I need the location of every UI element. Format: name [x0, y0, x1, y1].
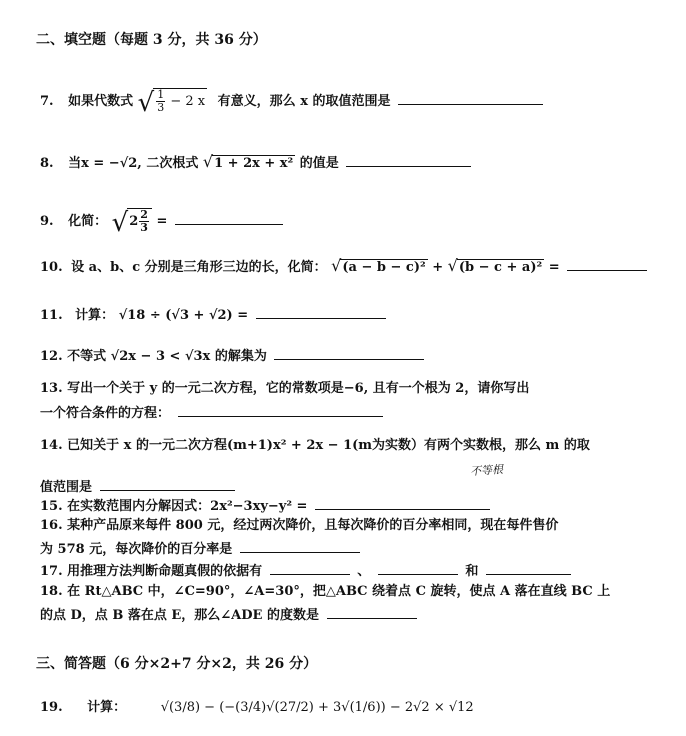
section-2-heading: 二、填空题（每题 3 分，共 36 分） [36, 32, 267, 48]
question-10: 10. 设 a、b、c 分别是三角形三边的长，化简： √(a − b − c)² + √(b − c + a)² = [40, 258, 650, 276]
question-14-line-2: 值范围是 [40, 478, 238, 496]
answer-blank[interactable] [100, 478, 235, 491]
answer-blank[interactable] [327, 606, 417, 619]
question-14-line-1: 14. 已知关于 x 的一元二次方程(m+1)x² + 2x − 1(m为实数）有两个实数根，那么 m 的取 [40, 438, 590, 453]
question-number: 14. [40, 438, 63, 453]
question-18-line-2: 的点 D，点 B 落在点 E，那么∠ADE 的度数是 [40, 606, 420, 624]
question-number: 13. [40, 381, 63, 396]
question-16-line-1: 16. 某种产品原来每件 800 元，经过两次降价，且每次降价的百分率相同，现在每件售价 [40, 518, 559, 533]
question-15: 15. 在实数范围内分解因式：2x²−3xy−y² = [40, 497, 493, 515]
question-number: 16. [40, 518, 63, 533]
question-number: 19. [40, 700, 63, 715]
answer-blank[interactable] [486, 562, 571, 575]
question-number: 9. [40, 214, 54, 229]
answer-blank[interactable] [256, 306, 386, 319]
question-16-line-2: 为 578 元，每次降价的百分率是 [40, 540, 363, 558]
answer-blank[interactable] [346, 154, 471, 167]
question-13-line-2: 一个符合条件的方程： [40, 404, 386, 422]
section-3-heading: 三、简答题（6 分×2+7 分×2，共 26 分） [36, 656, 318, 672]
question-number: 10. [40, 260, 63, 275]
question-number: 11. [40, 308, 63, 323]
answer-blank[interactable] [567, 258, 647, 271]
question-11: 11. 计算： √18 ÷ (√3 + √2) = [40, 306, 389, 324]
question-7: 7. 如果代数式 √ $\frac{1}{3}$ − 2 x 有意义，那么 x 的取值范围是 [40, 88, 546, 114]
question-12: 12. 不等式 √2x − 3 < √3x 的解集为 [40, 347, 427, 365]
answer-blank[interactable] [175, 212, 283, 225]
handwritten-note: 不等根 [469, 462, 504, 479]
answer-blank[interactable] [398, 92, 543, 105]
question-8: 8. 当x = −√2, 二次根式 √1 + 2x + x² 的值是 [40, 154, 474, 172]
answer-blank[interactable] [240, 540, 360, 553]
question-number: 17. [40, 564, 63, 579]
answer-blank[interactable] [315, 497, 490, 510]
answer-blank[interactable] [270, 562, 350, 575]
question-13-line-1: 13. 写出一个关于 y 的一元二次方程，它的常数项是−6, 且有一个根为 2，请你写出 [40, 381, 530, 396]
question-number: 12. [40, 349, 63, 364]
question-17: 17. 用推理方法判断命题真假的依据有 、 和 [40, 562, 574, 580]
question-9: 9. 化简： √2 $\frac{2}{3}$ = [40, 208, 286, 234]
question-number: 7. [40, 94, 54, 109]
answer-blank[interactable] [178, 404, 383, 417]
question-number: 18. [40, 584, 63, 599]
question-number: 8. [40, 156, 54, 171]
question-18-line-1: 18. 在 Rt△ABC 中，∠C=90°，∠A=30°，把△ABC 绕着点 C 旋转，使点 A 落在直线 BC 上 [40, 584, 611, 599]
answer-blank[interactable] [378, 562, 458, 575]
answer-blank[interactable] [274, 347, 424, 360]
question-19: 19. 计算： √(3/8) − (−(3/4)√(27/2) + 3√(1/6)) − 2√2 × √12 [40, 700, 474, 715]
question-number: 15. [40, 499, 63, 514]
